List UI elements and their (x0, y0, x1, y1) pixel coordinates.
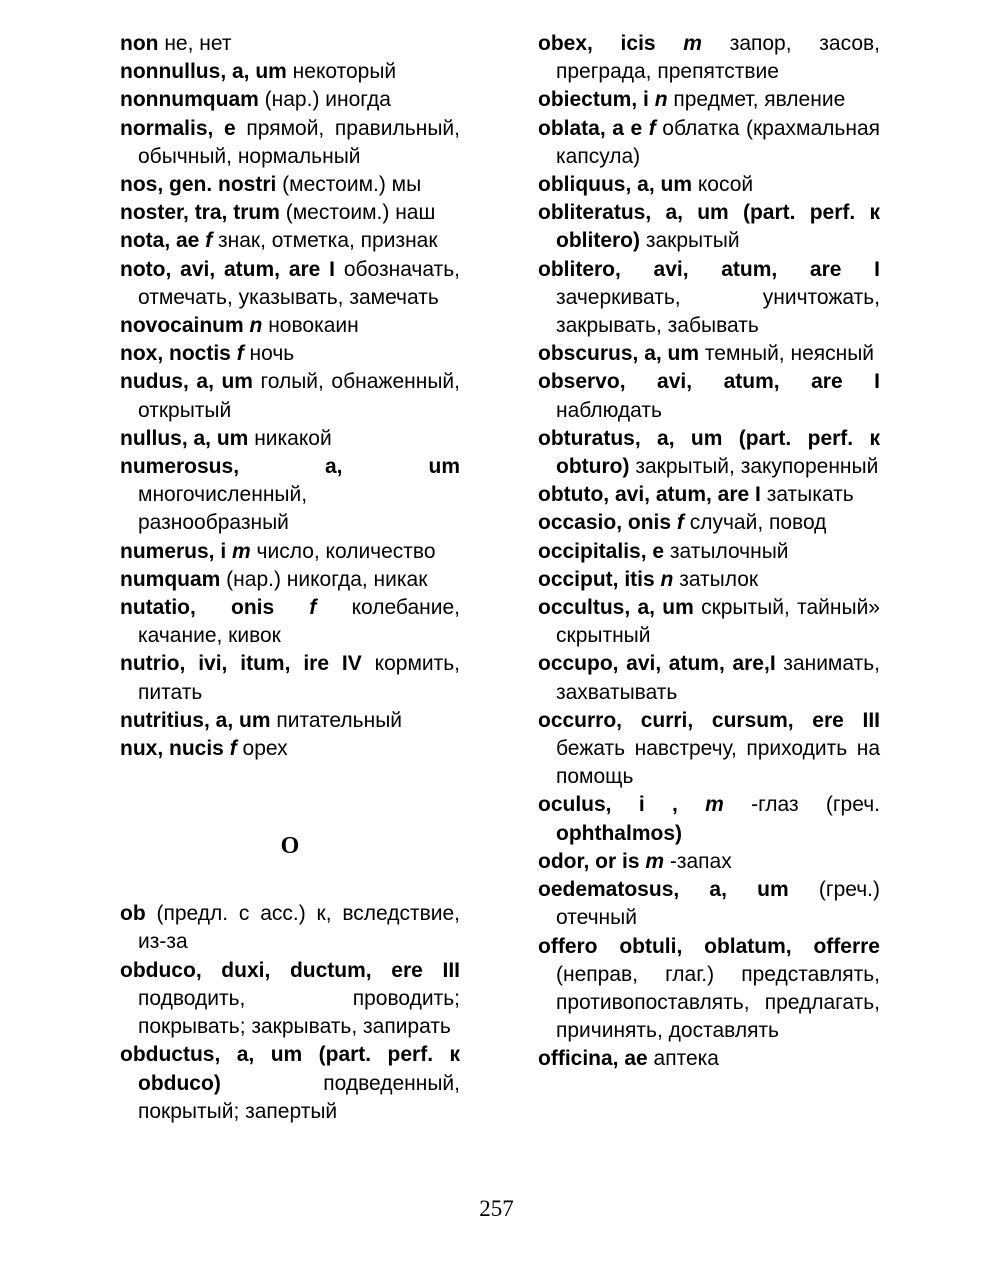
gender-marker: n (648, 88, 674, 112)
dictionary-entry (120, 227, 460, 255)
headword: obduco, duxi, ductum, ere III (120, 958, 460, 982)
dictionary-entry (538, 791, 880, 847)
headword: oblitero, avi, atum, are I (538, 257, 880, 281)
dictionary-entry (538, 566, 880, 594)
dictionary-entry (538, 594, 880, 650)
dictionary-entry (538, 86, 880, 114)
definition: голый, обнаженный, открытый (138, 370, 460, 422)
headword: occiput, itis (538, 567, 655, 591)
dictionary-entry (120, 1041, 460, 1126)
definition: запор, засов, преграда, препятствие (556, 32, 881, 84)
gender-marker: f (230, 342, 250, 366)
definition: не, нет (158, 32, 232, 55)
dictionary-entry (120, 425, 460, 453)
dictionary-entry (120, 30, 460, 58)
definition: орех (242, 737, 288, 761)
dictionary-entry (120, 594, 460, 650)
dictionary-entry (120, 566, 460, 594)
dictionary-entry (120, 115, 460, 171)
gender-marker: m (639, 849, 670, 873)
definition: бежать навстречу, приходить на помощь (556, 737, 880, 789)
headword: numquam (120, 567, 221, 591)
dictionary-entry (538, 481, 880, 509)
headword: obtuto, avi, atum, are I (538, 483, 761, 507)
definition: ночь (249, 342, 295, 366)
headword: normalis, e (120, 116, 236, 140)
headword: novocainum (120, 314, 250, 338)
headword: nullus, a, um (120, 426, 249, 450)
headword: nutrio, ivi, itum, ire IV (120, 652, 362, 676)
gender-marker: f (199, 229, 219, 253)
dictionary-entry (120, 957, 460, 1042)
gender-marker: f (274, 596, 352, 620)
definition: обозначать, отмечать, указывать, замечать (138, 257, 460, 309)
headword: nos, gen. nostri (120, 173, 277, 197)
definition: многочисленный, разнообразный (138, 483, 308, 535)
definition: закрытый (640, 229, 740, 253)
headword: oedematosus, a, um (538, 878, 789, 902)
definition: (местоим.) мы (276, 173, 422, 197)
headword: non (120, 32, 159, 55)
headword: nonnumquam (120, 88, 259, 112)
definition: затылочный (664, 539, 789, 563)
definition: (греч.) отечный (556, 878, 881, 930)
dictionary-entry (120, 453, 460, 538)
gender-marker: f (642, 116, 663, 140)
dictionary-entry (538, 650, 880, 706)
headword: occipitalis, e (538, 539, 665, 563)
definition: (нар.) никогда, никак (220, 567, 428, 591)
dictionary-entry (538, 256, 880, 341)
dictionary-entry (120, 86, 460, 114)
headword: observo, avi, atum, are I (538, 370, 880, 394)
right-entries (538, 30, 880, 1074)
left-entries-top (120, 30, 460, 763)
headword: nudus, a, um (120, 370, 253, 394)
dictionary-entry (120, 538, 460, 566)
definition: знак, отметка, признак (218, 229, 438, 253)
dictionary-entry (538, 1045, 880, 1073)
headword: obliteratus, a, um (part. perf. к oblitero) (538, 201, 880, 253)
headword: offero obtuli, oblatum, offerre (538, 934, 880, 958)
definition: подводить, проводить; покрывать; закрывать, запирать (138, 986, 460, 1039)
dictionary-entry (538, 199, 880, 255)
gender-marker: m (655, 32, 730, 55)
gender-marker: f (223, 737, 243, 761)
definition: (предл. с асс.) к, вследствие, из-за (138, 902, 460, 954)
dictionary-entry (538, 509, 880, 537)
definition: предмет, явление (673, 88, 846, 112)
definition: затылок (679, 567, 759, 591)
left-entries-bottom (120, 900, 460, 1126)
definition: наблюдать (556, 398, 662, 422)
headword-tail: ophthalmos) (556, 821, 682, 845)
headword: obscurus, a, um (538, 342, 700, 366)
headword: ob (120, 902, 146, 926)
gender-marker: m (677, 793, 752, 817)
headword: nux, nucis (120, 737, 224, 761)
headword: nutatio, onis (120, 596, 275, 620)
definition: никакой (248, 426, 332, 450)
definition: занимать, захватывать (556, 652, 880, 704)
dictionary-entry (538, 115, 880, 171)
section-letter: O (280, 833, 300, 860)
dictionary-entry (538, 340, 880, 368)
definition: колебание, качание, кивок (138, 596, 460, 648)
gender-marker: f (671, 511, 690, 535)
headword: numerosus, a, um (120, 455, 460, 479)
definition: облатка (крахмальная капсула) (556, 116, 881, 168)
definition: прямой, правильный, обычный, нормальный (138, 116, 460, 168)
headword: noto, avi, atum, are I (120, 257, 336, 281)
headword: obliquus, a, um (538, 173, 693, 197)
headword: officina, ae (538, 1047, 648, 1071)
headword: oculus, i , (538, 793, 678, 817)
headword: obex, icis (538, 32, 656, 55)
definition: (местоим.) наш (279, 201, 436, 225)
dictionary-entry (538, 848, 880, 876)
dictionary-entry (120, 735, 460, 763)
definition: косой (692, 173, 754, 197)
headword: oblata, a e (538, 116, 643, 140)
definition: число, количество (256, 539, 436, 563)
headword: occasio, onis (538, 511, 672, 535)
headword: obturatus, a, um (part. perf. к obturo) (538, 426, 880, 479)
dictionary-entry (538, 30, 880, 86)
definition: некоторый (286, 60, 397, 84)
headword: odor, or is (538, 849, 640, 873)
definition: (неправ, глаг.) представлять, противопоставлять, предлагать, причинять, доставлять (556, 962, 880, 1043)
definition: подведенный, покрытый; запертый (138, 1071, 460, 1123)
dictionary-entry (538, 933, 880, 1046)
headword: nox, noctis (120, 342, 231, 366)
dictionary-entry (120, 707, 460, 735)
headword: noster, tra, trum (120, 201, 280, 225)
definition: скрытый, тайный» скрытный (556, 596, 880, 648)
headword: nutritius, a, um (120, 708, 271, 732)
definition: кормить, питать (138, 652, 460, 704)
headword: nonnullus, a, um (120, 60, 287, 84)
gender-marker: n (654, 567, 680, 591)
dictionary-entry (120, 340, 460, 368)
dictionary-entry (120, 199, 460, 227)
definition: затыкать (760, 483, 854, 507)
dictionary-entry (538, 171, 880, 199)
headword: nota, ae (120, 229, 200, 253)
right-column (538, 30, 880, 1074)
definition: новокаин (262, 314, 359, 338)
dictionary-entry (120, 58, 460, 86)
definition: -запах (669, 849, 732, 873)
dictionary-entry (120, 650, 460, 706)
dictionary-entry (538, 368, 880, 424)
gender-marker: m (226, 539, 257, 563)
dictionary-entry (120, 368, 460, 424)
page-number: 257 (479, 1196, 514, 1221)
headword: occupo, avi, atum, are,I (538, 652, 776, 676)
definition: (нар.) иногда (258, 88, 391, 112)
definition: темный, неясный (699, 342, 875, 366)
dictionary-entry (538, 876, 880, 932)
definition: -глаз (греч. (751, 793, 880, 817)
gender-marker: n (249, 314, 263, 338)
definition: зачеркивать, уничтожать, закрывать, забывать (556, 285, 880, 338)
definition: закрытый, закупоренный (629, 455, 879, 479)
dictionary-entry (538, 425, 880, 481)
headword: obiectum, i (538, 88, 649, 112)
headword: obductus, a, um (part. perf. к obduco) (120, 1043, 460, 1095)
dictionary-entry (120, 256, 460, 312)
dictionary-entry (120, 171, 460, 199)
dictionary-entry (120, 900, 460, 956)
dictionary-entry (120, 312, 460, 340)
headword: occurro, curri, cursum, ere III (538, 708, 880, 732)
definition: случай, повод (689, 511, 827, 535)
dictionary-entry (538, 538, 880, 566)
headword: numerus, i (120, 539, 227, 563)
left-column (120, 30, 460, 1126)
definition: аптека (647, 1047, 719, 1071)
headword: occultus, a, um (538, 596, 694, 620)
dictionary-entry (538, 707, 880, 792)
definition: питательный (270, 708, 403, 732)
